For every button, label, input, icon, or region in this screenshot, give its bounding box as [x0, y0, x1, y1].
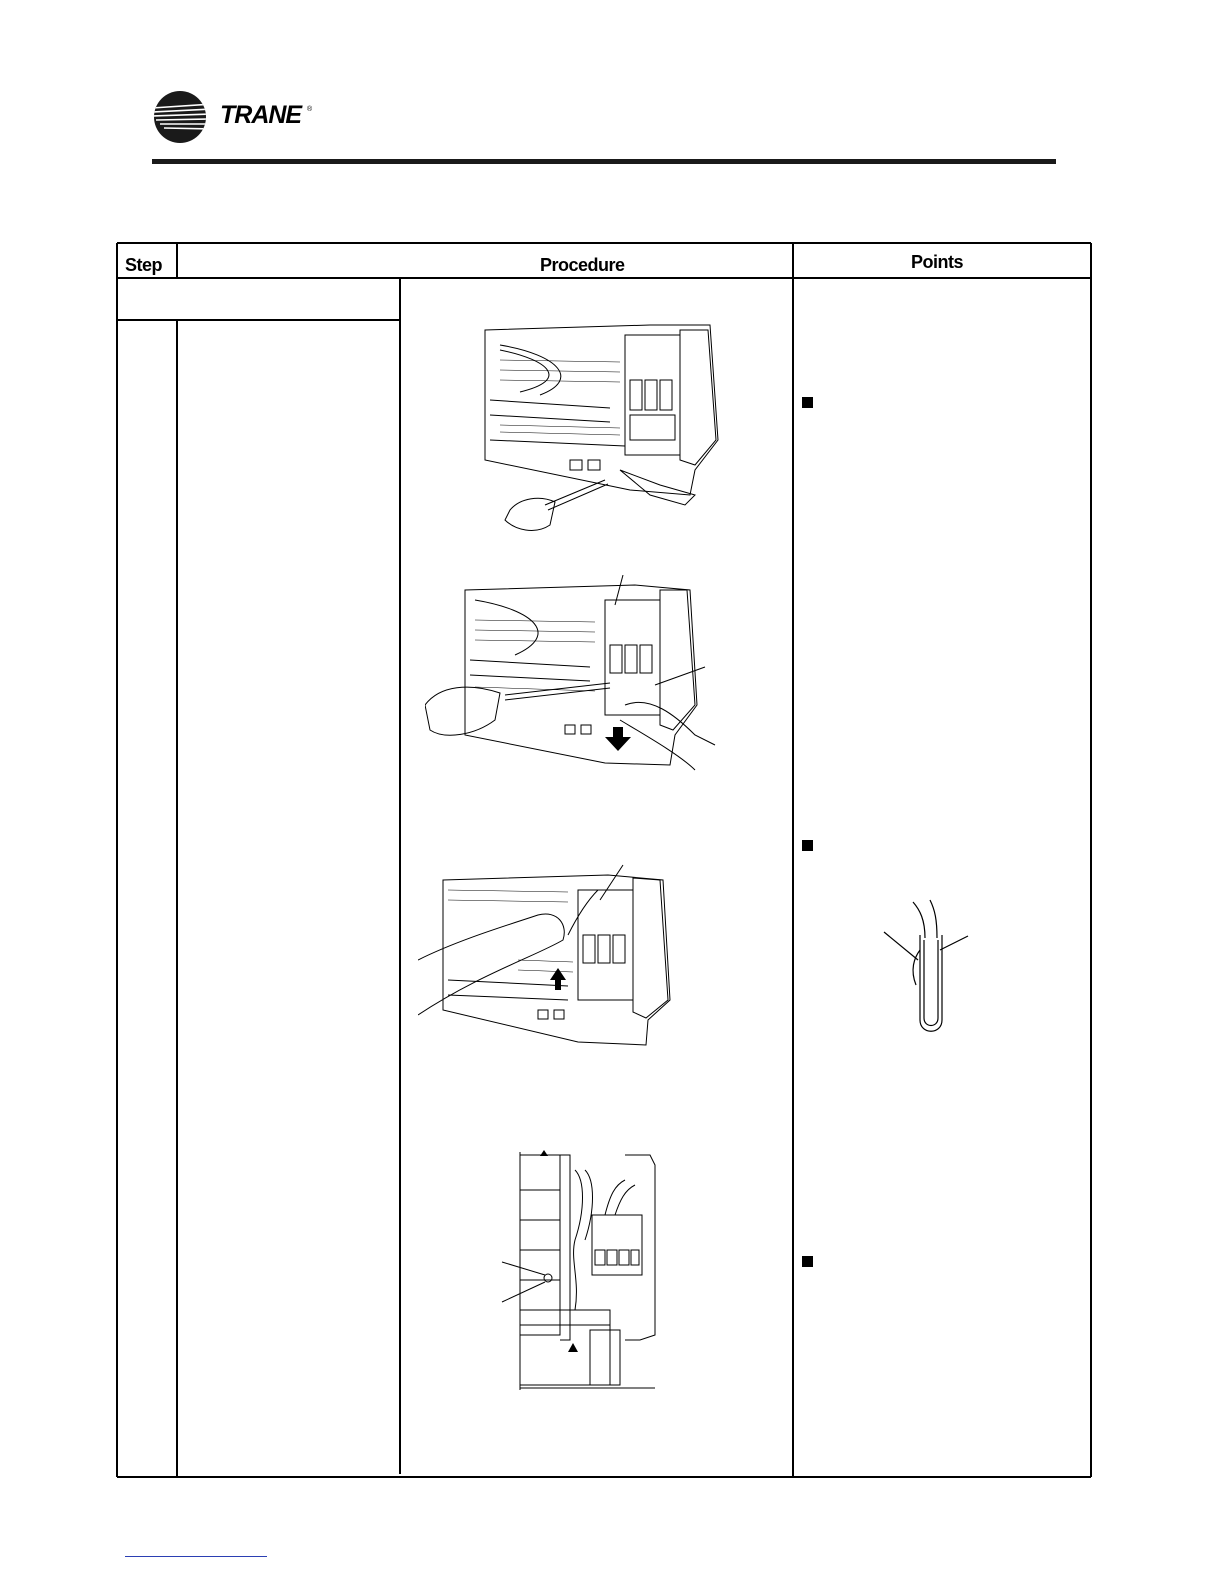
figure-lifting-sensor-out [418, 860, 698, 1050]
figure-screwdriver-removing-screw [480, 320, 730, 550]
header-procedure: Procedure [540, 255, 625, 275]
points-bullet-3 [802, 1256, 813, 1267]
registered-mark: ® [307, 106, 313, 113]
figure-sensor-holder-detail [880, 890, 980, 1040]
header-points: Points [911, 252, 964, 272]
points-bullet-1 [802, 397, 813, 408]
footer-link-underline[interactable] [125, 1556, 267, 1557]
figure-electrical-box-front-view [500, 1150, 665, 1395]
header-step: Step [125, 255, 163, 275]
brand-name: TRANE [220, 101, 302, 129]
points-bullet-2 [802, 840, 813, 851]
figure-pulling-terminal-block-down [425, 575, 725, 780]
header-rule [152, 159, 1056, 164]
